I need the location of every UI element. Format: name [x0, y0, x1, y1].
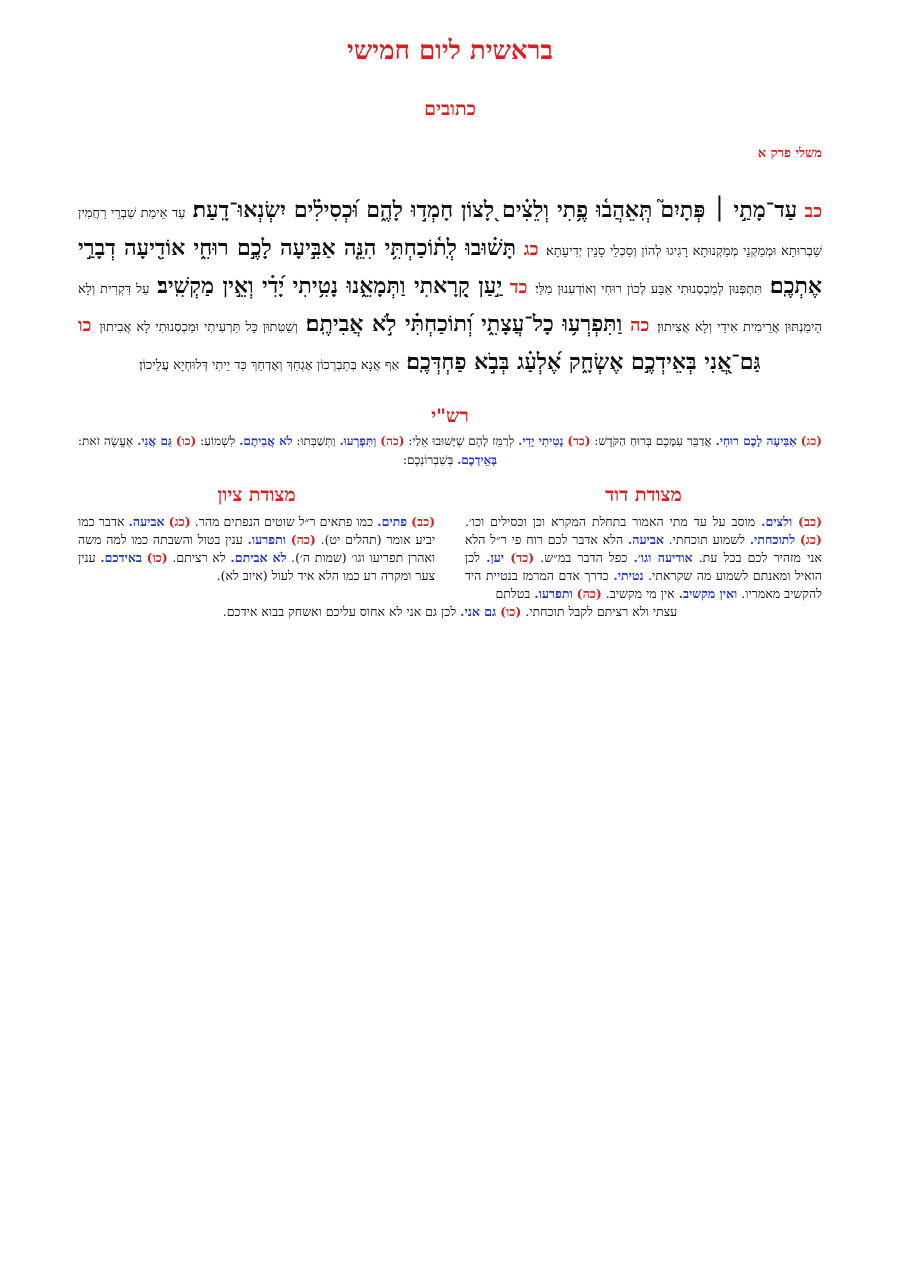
commentary-ref: (כג) [799, 532, 822, 547]
commentary-text: כמו פתאים ר״ל שוטים הנפתים מהר. [194, 514, 374, 529]
rashi-heading: רש"י [431, 405, 469, 427]
verse-number: כו [78, 315, 92, 336]
main-text [78, 193, 822, 383]
commentary-lemma: אביעה. [128, 514, 165, 529]
commentary-text: וַתְּשַׁבְּתוּ: [296, 434, 336, 448]
commentary-text: לכן גם אני לא אחוס עליכם ואשחק בבוא אידכם. [222, 604, 457, 619]
commentary-ref: (כו) [146, 550, 168, 565]
commentary-ref: (כד) [510, 550, 535, 565]
page-title: בראשית ליום חמישי [347, 36, 553, 66]
metzudat-zion-body [78, 513, 435, 585]
commentary-columns [78, 484, 822, 603]
commentary-ref: (כג) [800, 434, 822, 448]
commentary-lemma: ולצים. [761, 514, 793, 529]
commentary-ref: (כב) [411, 514, 436, 529]
commentary-lemma: אביעה. [627, 532, 664, 547]
page [78, 30, 822, 621]
commentary-lemma: באידכם. [100, 550, 142, 565]
commentary-text: כדרך אדם המרמז בנטיית היד להקשיב מאמריו. [464, 568, 822, 601]
targum-text: עַד אֵימַת שַׁבְרֵי רַחֲמִין שַׁבְרוּתָא וּמְמַקְנֵי מְמַקְנוּתָא רָגִיגוּ לְהוֹן וְסַכְלֵי סָנֵין יְדִיעָתָא׃ [78, 206, 822, 259]
targum-text: וְשַׁטִּתוּן כָּל תַּרְעִיתִי וּמַכְסְנוּתִי לָא אֲבִיתוּן [99, 320, 298, 335]
commentary-lemma: נטיתי. [613, 568, 644, 583]
commentary-lemma: אַבִּיעָה לָכֶם רוּחִי. [715, 434, 797, 448]
commentary-ref: (כד) [567, 434, 591, 448]
metzudat-david-heading: מצודת דוד [605, 484, 682, 506]
commentary-lemma: גם אני. [460, 604, 497, 619]
commentary-lemma: לֹא אֲבִיתֶם. [239, 434, 293, 448]
verse-text: גַּם־אֲ֭נִי בְּאֵידְכֶ֣ם אֶשְׂחָ֑ק אֶ֝לְעַ֗ג בְּבֹ֣א פַחְדְּכֶֽם׃ [406, 349, 761, 375]
commentary-text: בְּשִׁבְרוֹנְכֶם: [402, 453, 454, 467]
commentary-ref: (כה) [380, 434, 405, 448]
commentary-lemma: ואין מקשיב. [678, 586, 738, 601]
chapter-label: משלי פרק א [757, 146, 822, 161]
commentary-lemma: ותפרעו. [534, 586, 573, 601]
commentary-text: בטלתם [495, 586, 531, 601]
targum-text: תִּתְפְּנוּן לְמַכְסְנוּתִי אַבַּע לְכוֹן רוּחִי וְאוֹדְעִנוּן מִלַּי׃ [535, 282, 763, 297]
commentary-text: לִשְׁמוֹעַ: [200, 434, 236, 448]
commentary-text: ענין בטול והשבתה כמו למה משה ואהרן תפריעו וגו׳ (שמות ה׳). [78, 532, 436, 565]
metzudat-zion-column [78, 484, 435, 603]
commentary-ref: (כב) [798, 514, 823, 529]
verse-number: כג [523, 239, 539, 260]
targum-text: עַל דִּקְרִית וְלָא הֵימַנְתּוּן אֲרֵימִית אִידַי וְלָא אֲצִיתוּן׃ [78, 282, 823, 335]
commentary-ref: (כה) [290, 532, 316, 547]
commentary-lemma: וַתִּפְרְעוּ. [339, 434, 377, 448]
metzudat-david-column [465, 484, 822, 603]
commentary-lemma: לא אביתם. [230, 550, 287, 565]
metzudat-david-tail [78, 603, 822, 621]
commentary-text: אֲדַבֵּר עִמָּכֶם בְּרוּחַ הַקֹּדֶשׁ: [594, 434, 712, 448]
commentary-ref: (כג) [168, 514, 191, 529]
section-subtitle: כתובים [424, 98, 476, 120]
commentary-lemma: בְּאֵידְכֶם. [457, 453, 498, 467]
verse-text: עַד־מָתַ֣י ׀ פְּתָיִם֮ תְּֽאֵהֲב֫וּ פֶ֥תִי וְלֵצִ֗ים לָ֭צוֹן חָמְד֣וּ לָהֶ֑ם וּ֝כְסִילִ֗ים יִשְׂנְאוּ־דָֽעַת׃ [192, 197, 798, 223]
commentary-text: לא רציתם. [172, 550, 226, 565]
rashi-commentary [78, 432, 822, 470]
commentary-text: אדבר כמו יביע אומר (תהלים יט). [78, 514, 436, 547]
verse-text: יַ֣עַן קָ֭רָאתִי וַתְּמָאֵ֑נוּ נָטִ֥יתִי יָ֝דִ֗י וְאֵ֣ין מַקְשִֽׁיב׃ [157, 273, 503, 299]
commentary-text: עצתי ולא רציתם לקבל תוכחתי. [525, 604, 678, 619]
commentary-text: לְרַמֵּז לָהֶם שֶׁיָּשׁוּבוּ אֵלַי: [408, 434, 515, 448]
commentary-text: אין מי מקשיב. [605, 586, 675, 601]
commentary-text: אֶעֱשֶׂה זֹאת: [78, 434, 134, 448]
verse-number: כב [804, 201, 823, 222]
commentary-ref: (כה) [576, 586, 602, 601]
commentary-ref: (כו) [175, 434, 197, 448]
metzudat-zion-heading: מצודת ציון [217, 484, 296, 506]
metzudat-david-body [465, 513, 822, 603]
verse-text: תָּשׁ֗וּבוּ לְֽת֫וֹכַחְתִּ֥י הִנֵּ֤ה אַבִּ֣יעָה לָכֶ֣ם רוּחִ֑י אוֹדִ֖יעָה דְבָרַ֣י אֶתְכֶֽם׃ [78, 235, 823, 299]
commentary-text: כפל הדבר במ״ש. [540, 550, 628, 565]
verse-number: כד [509, 277, 528, 298]
commentary-ref: (כו) [500, 604, 522, 619]
commentary-lemma: לתוכחתי. [749, 532, 796, 547]
commentary-lemma: אודיעה וגו׳. [633, 550, 693, 565]
commentary-lemma: יען. [486, 550, 505, 565]
commentary-text: הלא אדבר לכם רוח פי ר״ל הלא אני מזהיר לכם בכל עת. [464, 532, 822, 565]
commentary-lemma: נָטִיתִי יָדִי. [518, 434, 564, 448]
commentary-text: מוסב על עד מתי האמור בתחלת המקרא וכן וכסילים וכו׳. [464, 514, 756, 529]
commentary-lemma: גַּם אֲנִי. [137, 434, 172, 448]
verse-text: וַתִּפְרְע֥וּ כָל־עֲצָתִ֑י וְ֝תוֹכַחְתִּ֗י לֹ֣א אֲבִיתֶֽם׃ [305, 311, 623, 337]
commentary-text: לשמוע תוכחתי. [668, 532, 745, 547]
commentary-lemma: ותפרעו. [247, 532, 286, 547]
commentary-text: לכן הואיל ומאנתם לשמוע מה שקראתי. [464, 550, 822, 583]
commentary-lemma: פתים. [377, 514, 408, 529]
targum-text: אַף אֲנָא בְּתַבְרְכוֹן אֶגְחַךְ וְאֶדְחַךְ כַּד יֵיתִי דְּלוּחְיָא עֲלֵיכוֹן׃ [139, 358, 400, 373]
verse-number: כה [630, 315, 650, 336]
commentary-text: ענין צער ומקרה רע כמו הלא איד לעול (איוב לא). [78, 550, 436, 583]
